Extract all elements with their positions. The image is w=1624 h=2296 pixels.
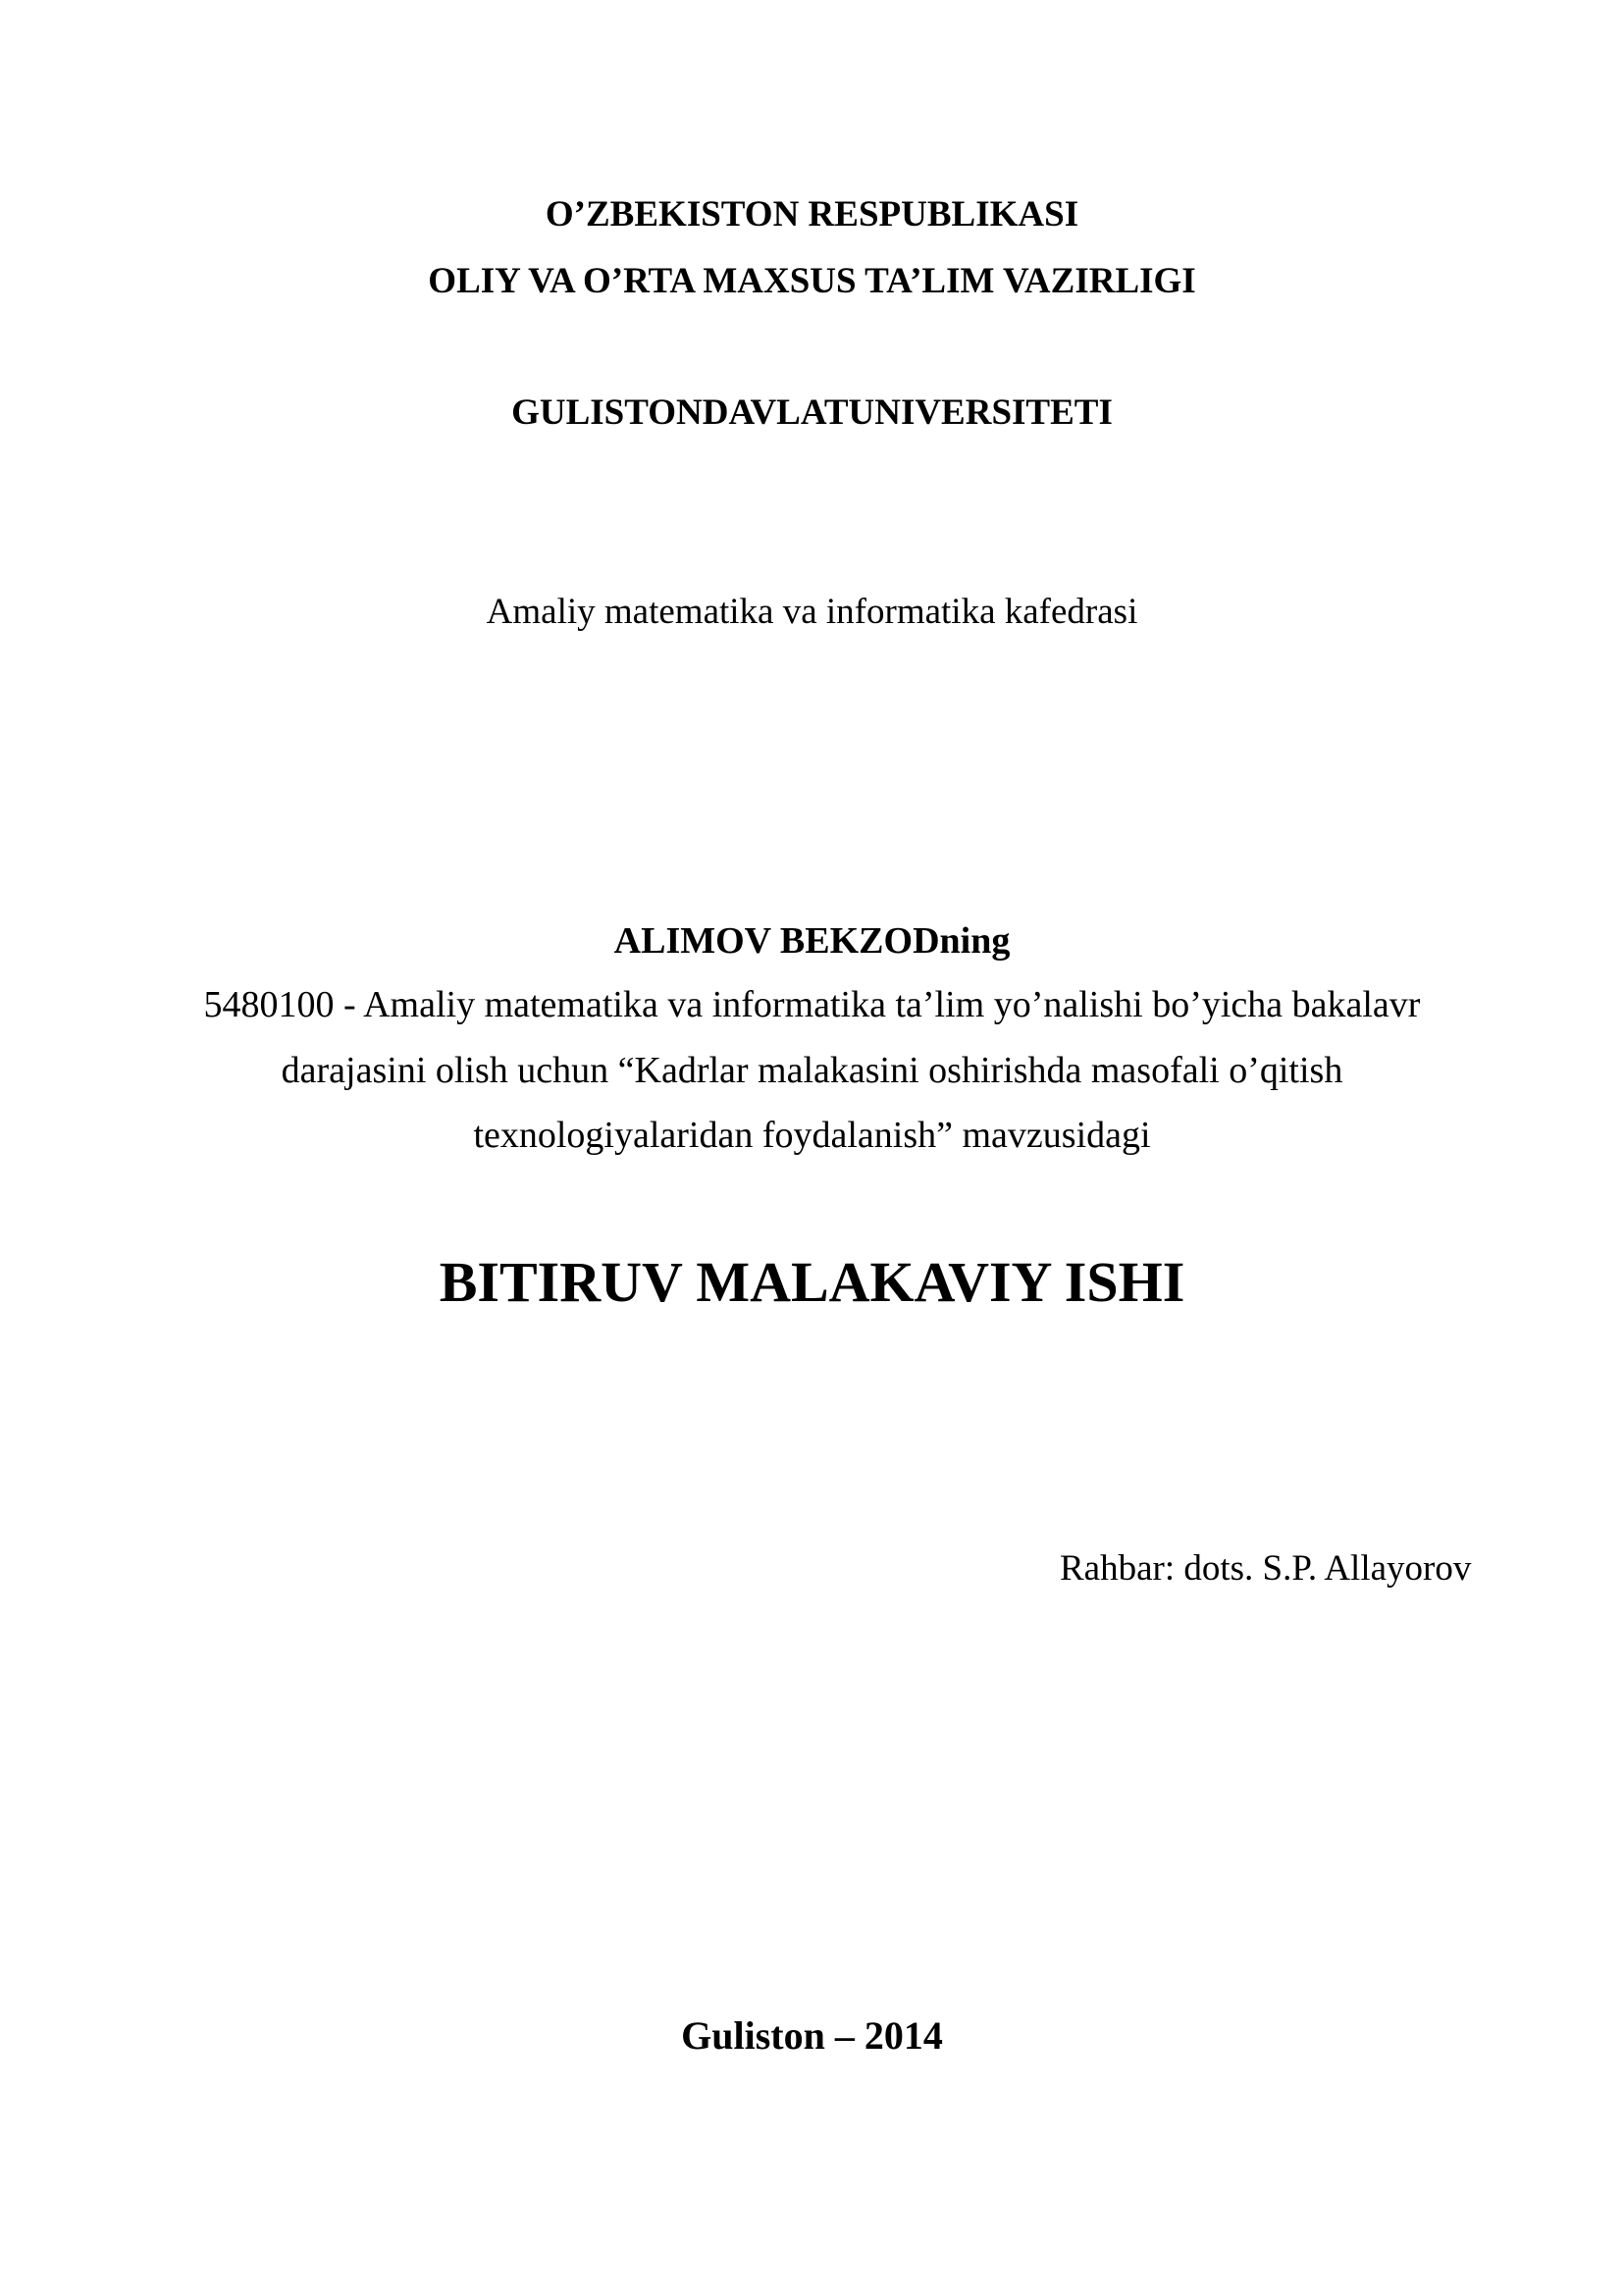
place-year: Guliston – 2014 — [681, 2013, 943, 2058]
work-title: BITIRUV MALAKAVIY ISHI — [439, 1250, 1185, 1314]
description-line-2: darajasini olish uchun “Kadrlar malakasini oshirishda masofali o’qitish — [281, 1050, 1343, 1091]
author-name: ALIMOV BEKZODning — [613, 920, 1011, 962]
advisor-line: Rahbar: dots. S.P. Allayorov — [1060, 1548, 1472, 1589]
description-line-3: texnologiyalaridan foydalanish” mavzusidagi — [473, 1115, 1151, 1156]
ministry-heading: OLIY VA O’RTA MAXSUS TA’LIM VAZIRLIGI — [428, 261, 1196, 301]
description-line-1: 5480100 - Amaliy matematika va informatika ta’lim yo’nalishi bo’yicha bakalavr — [203, 984, 1421, 1025]
department-name: Amaliy matematika va informatika kafedrasi — [486, 592, 1138, 632]
university-heading: GULISTONDAVLATUNIVERSITETI — [511, 392, 1113, 433]
republic-heading: O’ZBEKISTON RESPUBLIKASI — [545, 194, 1079, 235]
